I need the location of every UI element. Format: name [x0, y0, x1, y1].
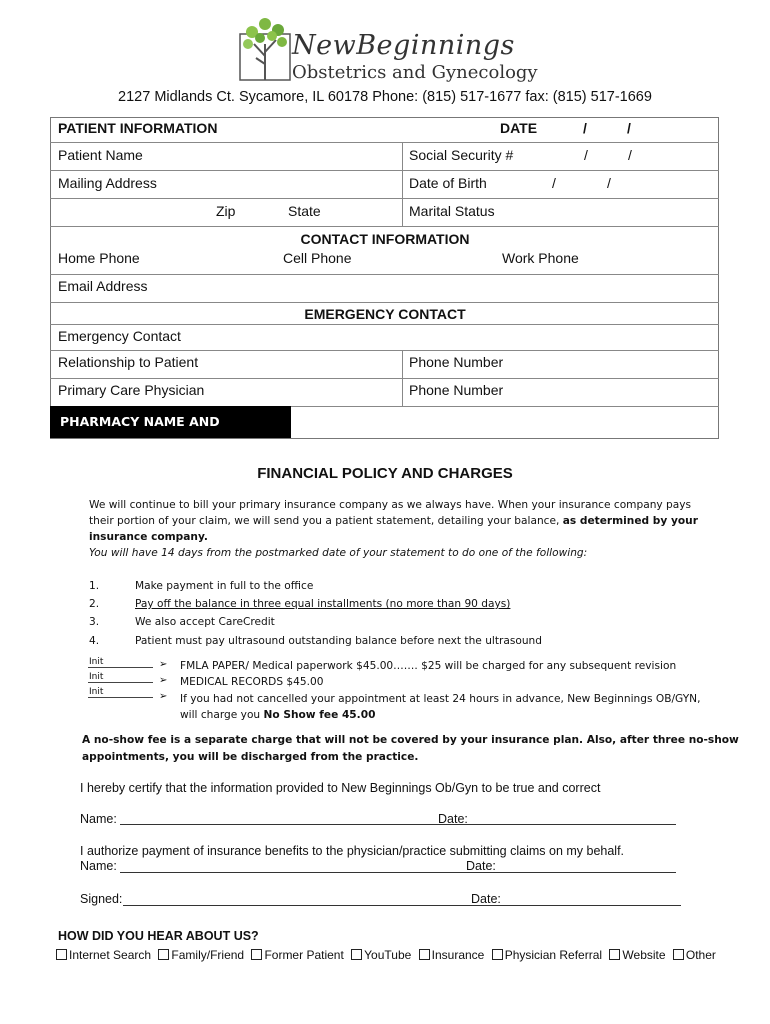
checkbox-icon[interactable]: [673, 949, 684, 960]
pcp-phone-field[interactable]: Phone Number: [409, 382, 504, 398]
authorize-name-field[interactable]: [120, 872, 676, 873]
hear-option-family-friend[interactable]: Family/Friend: [158, 948, 244, 962]
pcp-field[interactable]: Primary Care Physician: [58, 382, 205, 398]
certify-name-label: Name:: [80, 812, 117, 826]
hear-title: HOW DID YOU HEAR ABOUT US?: [58, 929, 259, 943]
option-number: 4.: [89, 635, 100, 647]
ssn-sep: /: [584, 147, 588, 163]
option-number: 1.: [89, 580, 100, 592]
checkbox-icon[interactable]: [419, 949, 430, 960]
option-text: Patient must pay ultrasound outstanding balance before next the ultrasound: [135, 635, 543, 647]
init-label: Init: [89, 687, 104, 697]
init-field[interactable]: [88, 667, 153, 668]
checkbox-icon[interactable]: [158, 949, 169, 960]
hear-option-physician-referral[interactable]: Physician Referral: [492, 948, 602, 962]
init-label: Init: [89, 672, 104, 682]
fee-noshow: If you had not cancelled your appointment at least 24 hours in advance, New Beginnings OB/GYN,: [180, 693, 701, 705]
certify-date-label: Date:: [438, 812, 468, 826]
emergency-heading: EMERGENCY CONTACT: [304, 306, 466, 322]
dob-sep: /: [552, 175, 556, 191]
checkbox-icon[interactable]: [251, 949, 262, 960]
fee-fmla: FMLA PAPER/ Medical paperwork $45.00……. $25 will be charged for any subsequent revision: [180, 660, 677, 672]
hear-option-insurance[interactable]: Insurance: [419, 948, 485, 962]
emergency-contact-field[interactable]: Emergency Contact: [58, 328, 181, 344]
logo-subtitle: Obstetrics and Gynecology: [292, 62, 538, 83]
checkbox-icon[interactable]: [609, 949, 620, 960]
zip-field[interactable]: Zip: [216, 203, 236, 219]
work-phone-field[interactable]: Work Phone: [502, 250, 579, 266]
option-text: Pay off the balance in three equal installments (no more than 90 days): [135, 598, 511, 610]
checkbox-icon[interactable]: [492, 949, 503, 960]
noshow-warning: appointments, you will be discharged from the practice.: [82, 751, 419, 763]
arrow-bullet-icon: ➢: [159, 675, 168, 686]
checkbox-icon[interactable]: [56, 949, 67, 960]
signed-label: Signed:: [80, 892, 123, 906]
init-field[interactable]: [88, 697, 153, 698]
hear-option-youtube[interactable]: YouTube: [351, 948, 411, 962]
email-field[interactable]: Email Address: [58, 278, 148, 294]
signature-field[interactable]: [123, 905, 681, 906]
marital-status-field[interactable]: Marital Status: [409, 203, 495, 219]
policy-line: insurance company.: [89, 531, 208, 543]
financial-title: FINANCIAL POLICY AND CHARGES: [257, 465, 513, 482]
authorize-text: I authorize payment of insurance benefits to the physician/practice submitting claims on my behalf.: [80, 844, 625, 858]
practice-address: 2127 Midlands Ct. Sycamore, IL 60178 Phone: (815) 517-1677 fax: (815) 517-1669: [118, 89, 652, 105]
policy-line: We will continue to bill your primary insurance company as we always have. When your insurance company pays: [89, 499, 692, 511]
policy-deadline: You will have 14 days from the postmarked date of your statement to do one of the following:: [89, 547, 588, 559]
certify-name-field[interactable]: [120, 824, 676, 825]
relationship-field[interactable]: Relationship to Patient: [58, 354, 199, 370]
certify-text: I hereby certify that the information provided to New Beginnings Ob/Gyn to be true and correct: [80, 781, 601, 795]
init-label: Init: [89, 657, 104, 667]
ssn-sep: /: [628, 147, 632, 163]
contact-info-heading: CONTACT INFORMATION: [300, 231, 470, 247]
hear-option-former-patient[interactable]: Former Patient: [251, 948, 343, 962]
logo-name: NewBeginnings: [292, 30, 515, 61]
fee-noshow: will charge you No Show fee 45.00: [180, 709, 376, 721]
mailing-address-field[interactable]: Mailing Address: [58, 175, 157, 191]
checkbox-icon[interactable]: [351, 949, 362, 960]
hear-option-other[interactable]: Other: [673, 948, 716, 962]
authorize-date-label: Date:: [466, 859, 496, 873]
date-sep: /: [583, 120, 587, 136]
date-sep: /: [627, 120, 631, 136]
pharmacy-label: PHARMACY NAME AND LOCATION: [50, 406, 291, 438]
cell-phone-field[interactable]: Cell Phone: [283, 250, 352, 266]
hear-options: [56, 948, 720, 962]
option-number: 2.: [89, 598, 100, 610]
hear-option-website[interactable]: Website: [609, 948, 665, 962]
dob-field[interactable]: Date of Birth: [409, 175, 487, 191]
option-text: Make payment in full to the office: [135, 580, 314, 592]
fee-records: MEDICAL RECORDS $45.00: [180, 676, 324, 688]
option-number: 3.: [89, 616, 100, 628]
date-label: DATE: [500, 120, 538, 136]
patient-name-field[interactable]: Patient Name: [58, 147, 143, 163]
arrow-bullet-icon: ➢: [159, 659, 168, 670]
policy-line: their portion of your claim, we will send you a patient statement, detailing your balance, as determined by your: [89, 515, 698, 527]
noshow-warning: A no-show fee is a separate charge that will not be covered by your insurance plan. Also, after three no-show: [82, 734, 739, 746]
home-phone-field[interactable]: Home Phone: [58, 250, 140, 266]
patient-info-heading: PATIENT INFORMATION: [58, 120, 218, 136]
authorize-name-label: Name:: [80, 859, 117, 873]
ssn-field[interactable]: Social Security #: [409, 147, 514, 163]
option-text: We also accept CareCredit: [135, 616, 275, 628]
signed-date-label: Date:: [471, 892, 501, 906]
dob-sep: /: [607, 175, 611, 191]
hear-option-internet-search[interactable]: Internet Search: [56, 948, 151, 962]
init-field[interactable]: [88, 682, 153, 683]
state-field[interactable]: State: [288, 203, 321, 219]
emergency-phone-field[interactable]: Phone Number: [409, 354, 504, 370]
arrow-bullet-icon: ➢: [159, 691, 168, 702]
